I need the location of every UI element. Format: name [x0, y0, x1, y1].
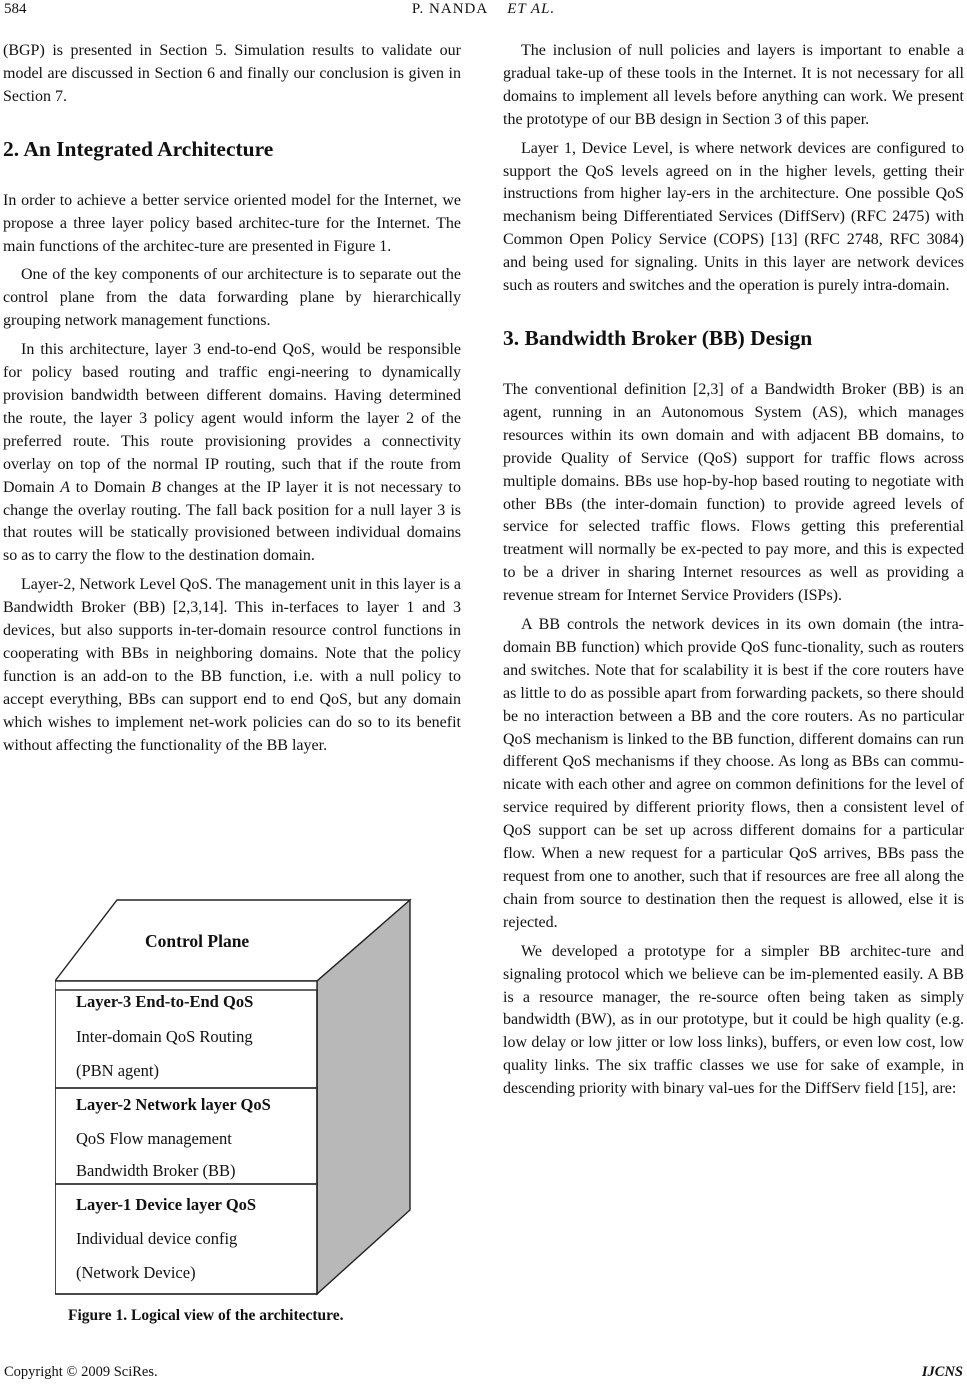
layer3-line1: Inter-domain QoS Routing [76, 1027, 253, 1046]
paragraph: Layer-2, Network Level QoS. The management unit in this layer is a Bandwidth Broker (BB) [2,3,14]. This in-terfaces to layer 1 and 3 devices, but also supports in-ter-domain resource control functions in cooperating with BBs in neighboring domains. Note that the policy function is an add-on to the BB function, i.e. with a null policy to accept everything, BBs can support end to end QoS, but any domain which wishes to implement net-work policies can do so to its benefit without affecting the functionality of the BB layer. [3, 576, 461, 754]
page-number: 584 [4, 1, 27, 17]
paragraph: One of the key components of our architecture is to separate out the control plane from the data forwarding plane by hierarchically grouping network management functions. [3, 266, 461, 330]
left-column [3, 40, 461, 757]
section-heading: 2. An Integrated Architecture [3, 136, 274, 161]
domain-b: B [151, 478, 161, 496]
intro-paragraph: (BGP) is presented in Section 5. Simulation results to validate our model are discussed in Section 6 and finally our conclusion is given in Section 7. [3, 42, 461, 105]
copyright-notice: Copyright © 2009 SciRes. [4, 1364, 158, 1380]
layer3-line2: (PBN agent) [76, 1061, 159, 1080]
figure-caption: Figure 1. Logical view of the architecture. [68, 1307, 344, 1324]
running-header [0, 0, 967, 24]
paragraph: The conventional definition [2,3] of a Bandwidth Broker (BB) is an agent, running in an Autonomous System (AS), which manages resources within its own domain and with adjacent BB domains, to provide Quality of Service (QoS) support for traffic flows across multiple domains. BBs use hop-by-hop based routing to negotiate with other BBs (the inter-domain function) to provide agreed levels of service for selected traffic flows. Flows getting this preferential treatment will normally be ex-pected to pay more, and this is expected to be a driver in sharing Internet resources as well as providing a revenue stream for Internet Service Providers (ISPs). [503, 380, 964, 605]
layer1-line2: (Network Device) [76, 1263, 196, 1282]
architecture-figure [55, 898, 413, 1298]
paragraph: In order to achieve a better service oriented model for the Internet, we propose a three layer policy based architec-ture for the Internet. The main functions of the architec-ture are presented in Figure 1. [3, 191, 461, 255]
paragraph: Layer 1, Device Level, is where network devices are configured to support the QoS levels agreed on in the higher levels, getting their instructions from higher lay-ers in the architecture. One possible QoS mechanism being Differentiated Services (DiffServ) (RFC 2475) with Common Open Policy Service (COPS) [13] (RFC 2748, RFC 3084) and being used for signaling. Units in this layer are network devices such as routers and switches and the operation is purely intra-domain. [503, 139, 964, 295]
paragraph: In this architecture, layer 3 end-to-end QoS, would be responsible for policy based routing and traffic engi-neering to dynamically provision bandwidth between different domains. Having determined the route, the layer 3 policy agent would inform the layer 2 of the preferred route. This route provisioning provides a connectivity overlay on top of the normal IP routing, such that if the route from Domain A to Domain B changes at the IP layer it is not necessary to change the overlay routing. The fall back position for a null layer 3 is that routes will be statically provisioned between individual domains so as to carry the flow to the destination domain. [3, 341, 461, 565]
layer3-title: Layer-3 End-to-End QoS [76, 992, 254, 1011]
control-plane-label: Control Plane [145, 931, 250, 951]
section-heading: 3. Bandwidth Broker (BB) Design [503, 325, 813, 350]
running-author: P. NANDA [411, 1, 489, 17]
paragraph: The inclusion of null policies and layers is important to enable a gradual take-up of these tools in the Internet. It is not necessary for all domains to implement all levels before anything can work. We present the prototype of our BB design in Section 3 of this paper. [503, 42, 964, 128]
layer2-line2: Bandwidth Broker (BB) [76, 1161, 236, 1180]
layer2-line1: QoS Flow management [76, 1129, 232, 1148]
right-column [503, 40, 964, 1101]
layer1-title: Layer-1 Device layer QoS [76, 1195, 257, 1214]
layer2-title: Layer-2 Network layer QoS [76, 1095, 271, 1114]
running-etal: ET AL. [507, 1, 556, 17]
journal-name: IJCNS [921, 1364, 963, 1380]
layer1-line1: Individual device config [76, 1229, 238, 1248]
paragraph: A BB controls the network devices in its own domain (the intra-domain BB function) which provide QoS func-tionality, such as routers and switches. Note that for scalability it is best if the core routers have as little to do as possible apart from forwarding packets, so there should be no interaction between a BB and the core routers. As no particular QoS mechanism is linked to the BB function, different domains can run different QoS mechanisms if they choose. As long as BBs can commu-nicate with each other and agree on common definitions for the level of service required by different priority flows, then a consistent level of QoS support can be set up across different domains for a particular flow. When a new request for a particular QoS arrives, BBs pass the request from one to another, such that if resources are free all along the chain from source to destination then the request is allowed, else it is rejected. [503, 616, 964, 931]
paragraph: We developed a prototype for a simpler BB architec-ture and signaling protocol which we believe can be im-plemented easily. A BB is a resource manager, the re-source often being taken as simply bandwidth (BW), as in our prototype, but it could be high quality (e.g. low delay or low jitter or low loss links), buffers, or even low cost, low quality links. The six traffic classes we use for sake of example, in descending priority with binary val-ues for the DiffServ field [15], are: [503, 942, 964, 1098]
running-title [0, 1, 967, 18]
domain-a: A [60, 478, 71, 496]
